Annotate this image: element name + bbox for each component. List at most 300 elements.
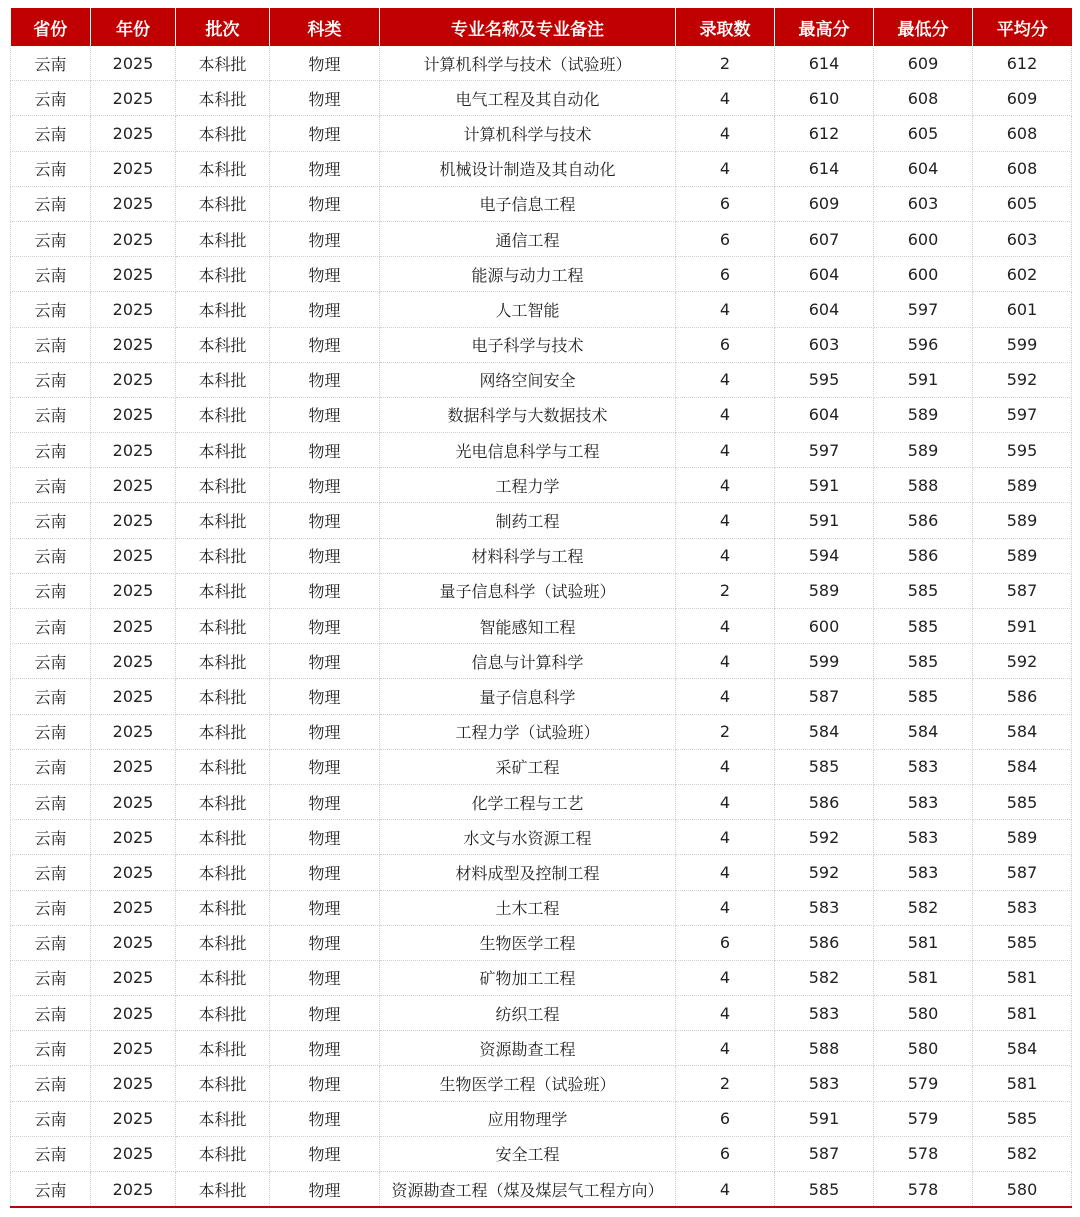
cell-year: 2025 bbox=[91, 784, 176, 819]
cell-subject: 物理 bbox=[270, 433, 380, 468]
cell-year: 2025 bbox=[91, 644, 176, 679]
cell-batch: 本科批 bbox=[176, 46, 270, 81]
cell-avg-score: 584 bbox=[973, 714, 1072, 749]
cell-batch: 本科批 bbox=[176, 327, 270, 362]
cell-min-score: 589 bbox=[874, 397, 973, 432]
cell-province: 云南 bbox=[11, 116, 91, 151]
cell-province: 云南 bbox=[11, 221, 91, 256]
column-header-year: 年份 bbox=[91, 8, 176, 46]
cell-major: 量子信息科学 bbox=[380, 679, 676, 714]
cell-batch: 本科批 bbox=[176, 221, 270, 256]
admission-table-container bbox=[10, 8, 1071, 1208]
cell-province: 云南 bbox=[11, 46, 91, 81]
cell-batch: 本科批 bbox=[176, 960, 270, 995]
cell-major: 人工智能 bbox=[380, 292, 676, 327]
cell-province: 云南 bbox=[11, 327, 91, 362]
cell-major: 土木工程 bbox=[380, 890, 676, 925]
cell-admitted: 6 bbox=[676, 327, 775, 362]
cell-max-score: 610 bbox=[775, 81, 874, 116]
cell-admitted: 2 bbox=[676, 573, 775, 608]
cell-min-score: 583 bbox=[874, 820, 973, 855]
table-row bbox=[11, 538, 1072, 573]
cell-year: 2025 bbox=[91, 925, 176, 960]
cell-admitted: 6 bbox=[676, 221, 775, 256]
cell-major: 电气工程及其自动化 bbox=[380, 81, 676, 116]
cell-avg-score: 587 bbox=[973, 573, 1072, 608]
cell-min-score: 581 bbox=[874, 960, 973, 995]
cell-subject: 物理 bbox=[270, 327, 380, 362]
cell-min-score: 580 bbox=[874, 1031, 973, 1066]
cell-avg-score: 580 bbox=[973, 1172, 1072, 1208]
table-row bbox=[11, 221, 1072, 256]
cell-subject: 物理 bbox=[270, 960, 380, 995]
cell-subject: 物理 bbox=[270, 468, 380, 503]
cell-batch: 本科批 bbox=[176, 749, 270, 784]
cell-year: 2025 bbox=[91, 679, 176, 714]
cell-max-score: 582 bbox=[775, 960, 874, 995]
cell-batch: 本科批 bbox=[176, 679, 270, 714]
cell-max-score: 594 bbox=[775, 538, 874, 573]
cell-major: 信息与计算科学 bbox=[380, 644, 676, 679]
cell-year: 2025 bbox=[91, 397, 176, 432]
cell-min-score: 589 bbox=[874, 433, 973, 468]
table-header bbox=[11, 8, 1072, 46]
cell-avg-score: 582 bbox=[973, 1136, 1072, 1171]
cell-admitted: 4 bbox=[676, 784, 775, 819]
cell-subject: 物理 bbox=[270, 362, 380, 397]
cell-admitted: 4 bbox=[676, 116, 775, 151]
cell-max-score: 591 bbox=[775, 1101, 874, 1136]
cell-major: 安全工程 bbox=[380, 1136, 676, 1171]
cell-max-score: 614 bbox=[775, 151, 874, 186]
cell-subject: 物理 bbox=[270, 46, 380, 81]
cell-avg-score: 581 bbox=[973, 960, 1072, 995]
table-row bbox=[11, 855, 1072, 890]
table-row bbox=[11, 362, 1072, 397]
cell-min-score: 580 bbox=[874, 996, 973, 1031]
cell-major: 生物医学工程（试验班） bbox=[380, 1066, 676, 1101]
cell-year: 2025 bbox=[91, 257, 176, 292]
cell-min-score: 603 bbox=[874, 186, 973, 221]
cell-province: 云南 bbox=[11, 925, 91, 960]
cell-avg-score: 581 bbox=[973, 996, 1072, 1031]
cell-admitted: 4 bbox=[676, 855, 775, 890]
cell-min-score: 600 bbox=[874, 221, 973, 256]
cell-province: 云南 bbox=[11, 186, 91, 221]
cell-avg-score: 592 bbox=[973, 644, 1072, 679]
cell-year: 2025 bbox=[91, 1172, 176, 1208]
cell-batch: 本科批 bbox=[176, 397, 270, 432]
cell-min-score: 582 bbox=[874, 890, 973, 925]
cell-avg-score: 586 bbox=[973, 679, 1072, 714]
cell-avg-score: 585 bbox=[973, 1101, 1072, 1136]
cell-batch: 本科批 bbox=[176, 433, 270, 468]
cell-subject: 物理 bbox=[270, 397, 380, 432]
table-row bbox=[11, 81, 1072, 116]
table-row bbox=[11, 925, 1072, 960]
cell-min-score: 591 bbox=[874, 362, 973, 397]
cell-admitted: 4 bbox=[676, 538, 775, 573]
cell-admitted: 6 bbox=[676, 1136, 775, 1171]
cell-admitted: 4 bbox=[676, 151, 775, 186]
cell-year: 2025 bbox=[91, 890, 176, 925]
table-row bbox=[11, 327, 1072, 362]
cell-year: 2025 bbox=[91, 609, 176, 644]
cell-avg-score: 584 bbox=[973, 749, 1072, 784]
cell-batch: 本科批 bbox=[176, 1172, 270, 1208]
cell-subject: 物理 bbox=[270, 81, 380, 116]
cell-batch: 本科批 bbox=[176, 538, 270, 573]
column-header-min-score: 最低分 bbox=[874, 8, 973, 46]
cell-subject: 物理 bbox=[270, 573, 380, 608]
cell-province: 云南 bbox=[11, 644, 91, 679]
table-row bbox=[11, 468, 1072, 503]
cell-admitted: 4 bbox=[676, 609, 775, 644]
cell-min-score: 609 bbox=[874, 46, 973, 81]
table-row bbox=[11, 573, 1072, 608]
cell-year: 2025 bbox=[91, 820, 176, 855]
cell-province: 云南 bbox=[11, 1172, 91, 1208]
cell-admitted: 4 bbox=[676, 890, 775, 925]
cell-admitted: 2 bbox=[676, 714, 775, 749]
cell-province: 云南 bbox=[11, 362, 91, 397]
cell-min-score: 578 bbox=[874, 1172, 973, 1208]
cell-max-score: 592 bbox=[775, 820, 874, 855]
cell-year: 2025 bbox=[91, 960, 176, 995]
cell-batch: 本科批 bbox=[176, 644, 270, 679]
cell-province: 云南 bbox=[11, 784, 91, 819]
cell-batch: 本科批 bbox=[176, 573, 270, 608]
cell-batch: 本科批 bbox=[176, 503, 270, 538]
cell-province: 云南 bbox=[11, 749, 91, 784]
cell-subject: 物理 bbox=[270, 116, 380, 151]
cell-province: 云南 bbox=[11, 820, 91, 855]
cell-province: 云南 bbox=[11, 890, 91, 925]
table-row bbox=[11, 784, 1072, 819]
column-header-avg-score: 平均分 bbox=[973, 8, 1072, 46]
table-row bbox=[11, 292, 1072, 327]
cell-admitted: 4 bbox=[676, 1172, 775, 1208]
cell-year: 2025 bbox=[91, 714, 176, 749]
cell-subject: 物理 bbox=[270, 257, 380, 292]
cell-subject: 物理 bbox=[270, 503, 380, 538]
cell-max-score: 591 bbox=[775, 468, 874, 503]
cell-max-score: 595 bbox=[775, 362, 874, 397]
cell-subject: 物理 bbox=[270, 749, 380, 784]
cell-subject: 物理 bbox=[270, 855, 380, 890]
cell-year: 2025 bbox=[91, 186, 176, 221]
cell-admitted: 6 bbox=[676, 257, 775, 292]
cell-province: 云南 bbox=[11, 81, 91, 116]
cell-admitted: 4 bbox=[676, 960, 775, 995]
cell-max-score: 585 bbox=[775, 749, 874, 784]
table-row bbox=[11, 1101, 1072, 1136]
column-header-max-score: 最高分 bbox=[775, 8, 874, 46]
column-header-province: 省份 bbox=[11, 8, 91, 46]
cell-province: 云南 bbox=[11, 292, 91, 327]
cell-batch: 本科批 bbox=[176, 996, 270, 1031]
cell-min-score: 578 bbox=[874, 1136, 973, 1171]
cell-min-score: 581 bbox=[874, 925, 973, 960]
table-row bbox=[11, 1172, 1072, 1208]
cell-avg-score: 581 bbox=[973, 1066, 1072, 1101]
cell-major: 能源与动力工程 bbox=[380, 257, 676, 292]
column-header-major: 专业名称及专业备注 bbox=[380, 8, 676, 46]
cell-max-score: 588 bbox=[775, 1031, 874, 1066]
cell-max-score: 609 bbox=[775, 186, 874, 221]
cell-year: 2025 bbox=[91, 538, 176, 573]
cell-year: 2025 bbox=[91, 116, 176, 151]
cell-max-score: 604 bbox=[775, 292, 874, 327]
cell-batch: 本科批 bbox=[176, 362, 270, 397]
table-row bbox=[11, 1066, 1072, 1101]
cell-year: 2025 bbox=[91, 327, 176, 362]
cell-min-score: 586 bbox=[874, 538, 973, 573]
cell-avg-score: 589 bbox=[973, 468, 1072, 503]
cell-admitted: 4 bbox=[676, 292, 775, 327]
cell-avg-score: 592 bbox=[973, 362, 1072, 397]
cell-max-score: 586 bbox=[775, 925, 874, 960]
cell-admitted: 4 bbox=[676, 397, 775, 432]
cell-batch: 本科批 bbox=[176, 257, 270, 292]
cell-year: 2025 bbox=[91, 151, 176, 186]
cell-major: 计算机科学与技术 bbox=[380, 116, 676, 151]
table-row bbox=[11, 151, 1072, 186]
cell-province: 云南 bbox=[11, 996, 91, 1031]
table-row bbox=[11, 890, 1072, 925]
cell-batch: 本科批 bbox=[176, 116, 270, 151]
cell-major: 计算机科学与技术（试验班） bbox=[380, 46, 676, 81]
cell-min-score: 600 bbox=[874, 257, 973, 292]
cell-subject: 物理 bbox=[270, 784, 380, 819]
cell-avg-score: 609 bbox=[973, 81, 1072, 116]
cell-province: 云南 bbox=[11, 151, 91, 186]
cell-max-score: 585 bbox=[775, 1172, 874, 1208]
cell-major: 纺织工程 bbox=[380, 996, 676, 1031]
cell-admitted: 4 bbox=[676, 996, 775, 1031]
cell-subject: 物理 bbox=[270, 1172, 380, 1208]
cell-major: 智能感知工程 bbox=[380, 609, 676, 644]
cell-min-score: 588 bbox=[874, 468, 973, 503]
cell-admitted: 2 bbox=[676, 46, 775, 81]
column-header-admitted: 录取数 bbox=[676, 8, 775, 46]
cell-batch: 本科批 bbox=[176, 1066, 270, 1101]
cell-province: 云南 bbox=[11, 609, 91, 644]
cell-avg-score: 589 bbox=[973, 503, 1072, 538]
cell-year: 2025 bbox=[91, 749, 176, 784]
cell-subject: 物理 bbox=[270, 1066, 380, 1101]
cell-avg-score: 612 bbox=[973, 46, 1072, 81]
cell-province: 云南 bbox=[11, 397, 91, 432]
cell-avg-score: 595 bbox=[973, 433, 1072, 468]
cell-min-score: 583 bbox=[874, 855, 973, 890]
cell-subject: 物理 bbox=[270, 292, 380, 327]
header-row bbox=[11, 8, 1072, 46]
cell-avg-score: 589 bbox=[973, 538, 1072, 573]
cell-max-score: 583 bbox=[775, 890, 874, 925]
cell-min-score: 586 bbox=[874, 503, 973, 538]
cell-batch: 本科批 bbox=[176, 186, 270, 221]
cell-province: 云南 bbox=[11, 714, 91, 749]
cell-avg-score: 585 bbox=[973, 784, 1072, 819]
cell-province: 云南 bbox=[11, 855, 91, 890]
cell-min-score: 597 bbox=[874, 292, 973, 327]
cell-year: 2025 bbox=[91, 292, 176, 327]
cell-subject: 物理 bbox=[270, 714, 380, 749]
cell-admitted: 6 bbox=[676, 1101, 775, 1136]
cell-max-score: 583 bbox=[775, 1066, 874, 1101]
cell-batch: 本科批 bbox=[176, 855, 270, 890]
column-header-batch: 批次 bbox=[176, 8, 270, 46]
cell-min-score: 605 bbox=[874, 116, 973, 151]
cell-year: 2025 bbox=[91, 996, 176, 1031]
cell-admitted: 4 bbox=[676, 820, 775, 855]
table-row bbox=[11, 46, 1072, 81]
cell-subject: 物理 bbox=[270, 820, 380, 855]
cell-major: 应用物理学 bbox=[380, 1101, 676, 1136]
cell-subject: 物理 bbox=[270, 538, 380, 573]
cell-subject: 物理 bbox=[270, 1101, 380, 1136]
cell-batch: 本科批 bbox=[176, 784, 270, 819]
column-header-subject: 科类 bbox=[270, 8, 380, 46]
cell-max-score: 612 bbox=[775, 116, 874, 151]
cell-min-score: 585 bbox=[874, 609, 973, 644]
cell-year: 2025 bbox=[91, 573, 176, 608]
cell-major: 工程力学 bbox=[380, 468, 676, 503]
cell-batch: 本科批 bbox=[176, 292, 270, 327]
cell-admitted: 4 bbox=[676, 1031, 775, 1066]
cell-province: 云南 bbox=[11, 1066, 91, 1101]
cell-province: 云南 bbox=[11, 679, 91, 714]
cell-batch: 本科批 bbox=[176, 925, 270, 960]
cell-avg-score: 585 bbox=[973, 925, 1072, 960]
cell-major: 采矿工程 bbox=[380, 749, 676, 784]
cell-admitted: 4 bbox=[676, 81, 775, 116]
cell-year: 2025 bbox=[91, 46, 176, 81]
cell-year: 2025 bbox=[91, 503, 176, 538]
cell-max-score: 604 bbox=[775, 257, 874, 292]
cell-avg-score: 587 bbox=[973, 855, 1072, 890]
cell-province: 云南 bbox=[11, 1101, 91, 1136]
cell-admitted: 6 bbox=[676, 925, 775, 960]
cell-batch: 本科批 bbox=[176, 468, 270, 503]
cell-year: 2025 bbox=[91, 1066, 176, 1101]
cell-major: 光电信息科学与工程 bbox=[380, 433, 676, 468]
cell-province: 云南 bbox=[11, 468, 91, 503]
cell-major: 电子科学与技术 bbox=[380, 327, 676, 362]
cell-year: 2025 bbox=[91, 221, 176, 256]
cell-admitted: 4 bbox=[676, 433, 775, 468]
cell-year: 2025 bbox=[91, 433, 176, 468]
cell-major: 材料科学与工程 bbox=[380, 538, 676, 573]
cell-major: 机械设计制造及其自动化 bbox=[380, 151, 676, 186]
cell-admitted: 6 bbox=[676, 186, 775, 221]
cell-batch: 本科批 bbox=[176, 714, 270, 749]
cell-avg-score: 599 bbox=[973, 327, 1072, 362]
cell-batch: 本科批 bbox=[176, 151, 270, 186]
cell-max-score: 607 bbox=[775, 221, 874, 256]
admission-score-table bbox=[10, 8, 1072, 1208]
cell-major: 工程力学（试验班） bbox=[380, 714, 676, 749]
cell-avg-score: 602 bbox=[973, 257, 1072, 292]
table-row bbox=[11, 644, 1072, 679]
cell-major: 矿物加工工程 bbox=[380, 960, 676, 995]
table-row bbox=[11, 186, 1072, 221]
table-row bbox=[11, 397, 1072, 432]
cell-year: 2025 bbox=[91, 1031, 176, 1066]
cell-major: 量子信息科学（试验班） bbox=[380, 573, 676, 608]
cell-max-score: 599 bbox=[775, 644, 874, 679]
cell-major: 生物医学工程 bbox=[380, 925, 676, 960]
cell-subject: 物理 bbox=[270, 609, 380, 644]
cell-admitted: 4 bbox=[676, 468, 775, 503]
cell-subject: 物理 bbox=[270, 679, 380, 714]
cell-max-score: 589 bbox=[775, 573, 874, 608]
cell-subject: 物理 bbox=[270, 644, 380, 679]
cell-province: 云南 bbox=[11, 573, 91, 608]
cell-min-score: 583 bbox=[874, 784, 973, 819]
cell-subject: 物理 bbox=[270, 1031, 380, 1066]
table-body bbox=[11, 46, 1072, 1207]
cell-min-score: 585 bbox=[874, 644, 973, 679]
cell-batch: 本科批 bbox=[176, 609, 270, 644]
cell-subject: 物理 bbox=[270, 221, 380, 256]
cell-max-score: 603 bbox=[775, 327, 874, 362]
cell-major: 资源勘查工程 bbox=[380, 1031, 676, 1066]
cell-max-score: 592 bbox=[775, 855, 874, 890]
cell-major: 数据科学与大数据技术 bbox=[380, 397, 676, 432]
cell-batch: 本科批 bbox=[176, 81, 270, 116]
cell-min-score: 596 bbox=[874, 327, 973, 362]
cell-province: 云南 bbox=[11, 503, 91, 538]
cell-subject: 物理 bbox=[270, 890, 380, 925]
table-row bbox=[11, 679, 1072, 714]
cell-subject: 物理 bbox=[270, 925, 380, 960]
cell-year: 2025 bbox=[91, 362, 176, 397]
cell-max-score: 587 bbox=[775, 679, 874, 714]
cell-province: 云南 bbox=[11, 257, 91, 292]
cell-major: 化学工程与工艺 bbox=[380, 784, 676, 819]
cell-batch: 本科批 bbox=[176, 1031, 270, 1066]
cell-min-score: 608 bbox=[874, 81, 973, 116]
cell-year: 2025 bbox=[91, 81, 176, 116]
cell-major: 电子信息工程 bbox=[380, 186, 676, 221]
cell-major: 材料成型及控制工程 bbox=[380, 855, 676, 890]
cell-max-score: 604 bbox=[775, 397, 874, 432]
cell-subject: 物理 bbox=[270, 186, 380, 221]
table-row bbox=[11, 116, 1072, 151]
cell-avg-score: 601 bbox=[973, 292, 1072, 327]
cell-admitted: 4 bbox=[676, 644, 775, 679]
cell-min-score: 579 bbox=[874, 1066, 973, 1101]
table-row bbox=[11, 996, 1072, 1031]
cell-min-score: 583 bbox=[874, 749, 973, 784]
cell-year: 2025 bbox=[91, 855, 176, 890]
cell-subject: 物理 bbox=[270, 151, 380, 186]
cell-max-score: 614 bbox=[775, 46, 874, 81]
cell-min-score: 584 bbox=[874, 714, 973, 749]
cell-avg-score: 583 bbox=[973, 890, 1072, 925]
table-row bbox=[11, 960, 1072, 995]
cell-province: 云南 bbox=[11, 1031, 91, 1066]
cell-province: 云南 bbox=[11, 960, 91, 995]
cell-subject: 物理 bbox=[270, 1136, 380, 1171]
cell-major: 资源勘查工程（煤及煤层气工程方向） bbox=[380, 1172, 676, 1208]
cell-batch: 本科批 bbox=[176, 1136, 270, 1171]
cell-major: 水文与水资源工程 bbox=[380, 820, 676, 855]
cell-major: 网络空间安全 bbox=[380, 362, 676, 397]
cell-min-score: 585 bbox=[874, 573, 973, 608]
